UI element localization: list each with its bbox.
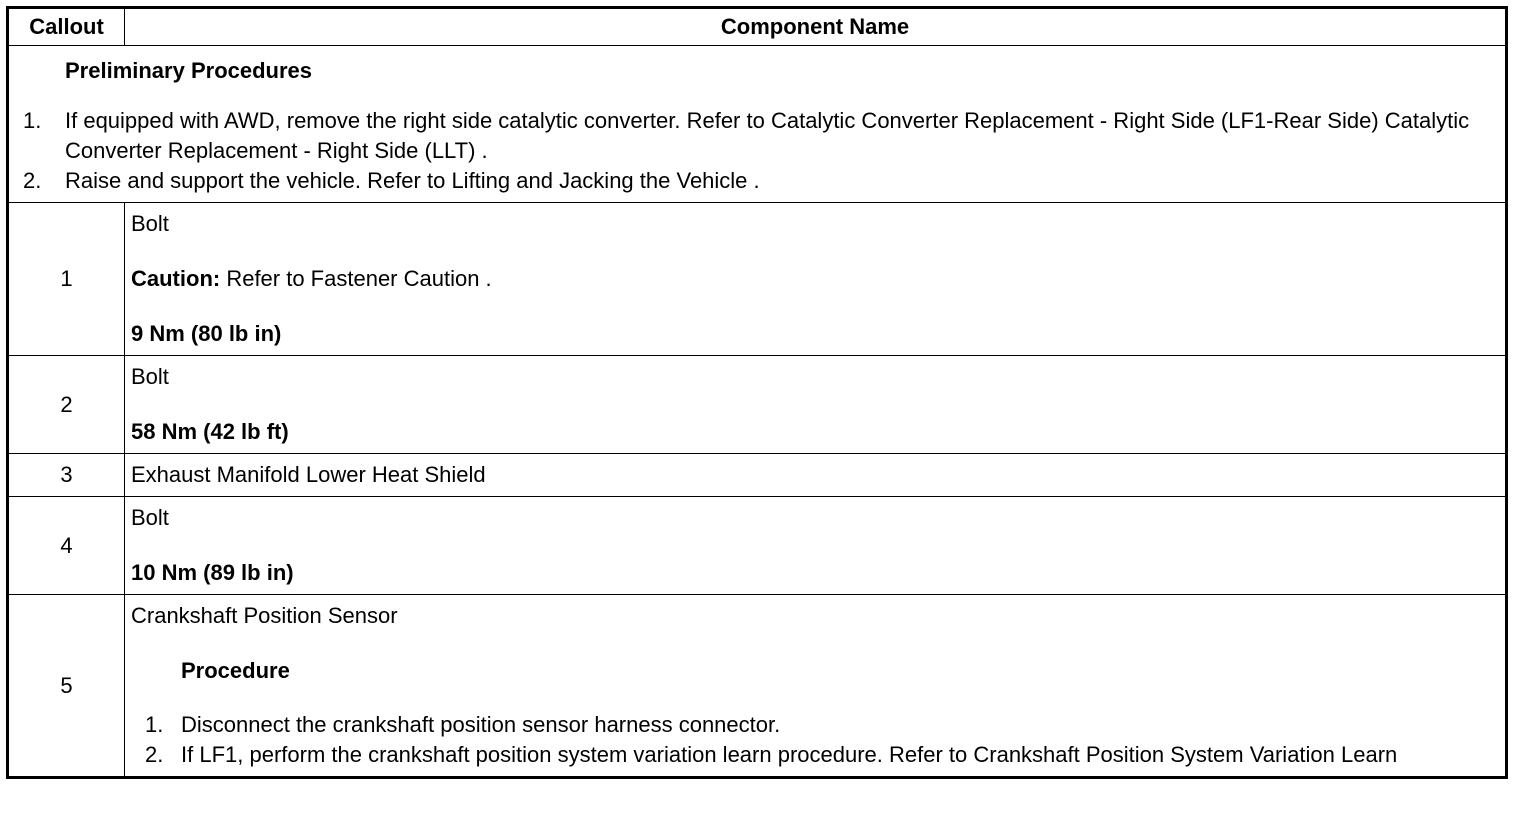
step-number: 1. (145, 712, 164, 737)
torque-spec: 10 Nm (89 lb in) (131, 560, 294, 585)
component-name: Exhaust Manifold Lower Heat Shield (131, 462, 486, 487)
list-item (145, 710, 1499, 740)
step-text: Raise and support the vehicle. Refer to Lifting and Jacking the Vehicle . (65, 168, 760, 193)
component-name: Bolt (131, 505, 169, 530)
table-row (8, 356, 1507, 454)
step-text: If LF1, perform the crankshaft position system variation learn procedure. Refer to Crankshaft Position System Variation Learn (181, 742, 1398, 767)
table-row (8, 203, 1507, 356)
header-row (8, 8, 1507, 46)
callout-number: 2 (8, 356, 125, 454)
preliminary-row (8, 46, 1507, 203)
step-text: If equipped with AWD, remove the right side catalytic converter. Refer to Catalytic Converter Replacement - Right Side (LF1-Rear Side) Catalytic Converter Replacement - Right Side (LLT) . (65, 108, 1470, 163)
component-cell (125, 356, 1507, 454)
callout-number: 3 (8, 454, 125, 497)
component-name: Crankshaft Position Sensor (131, 603, 398, 628)
list-item (145, 740, 1499, 770)
preliminary-steps (23, 106, 1495, 196)
callout-header: Callout (8, 8, 125, 46)
torque-spec: 58 Nm (42 lb ft) (131, 419, 289, 444)
step-number: 2. (23, 168, 42, 193)
component-cell (125, 595, 1507, 778)
callout-number: 5 (8, 595, 125, 778)
torque-spec: 9 Nm (80 lb in) (131, 321, 282, 346)
preliminary-cell (8, 46, 1507, 203)
list-item (23, 106, 1495, 166)
component-name: Bolt (131, 211, 169, 236)
component-cell (125, 497, 1507, 595)
component-name: Bolt (131, 364, 169, 389)
table-row (8, 497, 1507, 595)
list-item (23, 166, 1495, 196)
callout-number: 4 (8, 497, 125, 595)
step-number: 1. (23, 108, 42, 133)
component-cell (125, 454, 1507, 497)
caution-label: Caution: (131, 266, 221, 291)
table-row (8, 595, 1507, 778)
procedure-steps (145, 710, 1499, 770)
preliminary-title: Preliminary Procedures (65, 58, 313, 83)
step-number: 2. (145, 742, 164, 767)
caution-note (131, 264, 1499, 294)
component-table (6, 6, 1508, 779)
caution-text: Refer to Fastener Caution . (220, 266, 492, 291)
procedure-title: Procedure (181, 658, 290, 683)
table-row (8, 454, 1507, 497)
component-cell (125, 203, 1507, 356)
callout-number: 1 (8, 203, 125, 356)
component-name-header: Component Name (125, 8, 1507, 46)
step-text: Disconnect the crankshaft position sensor harness connector. (181, 712, 781, 737)
